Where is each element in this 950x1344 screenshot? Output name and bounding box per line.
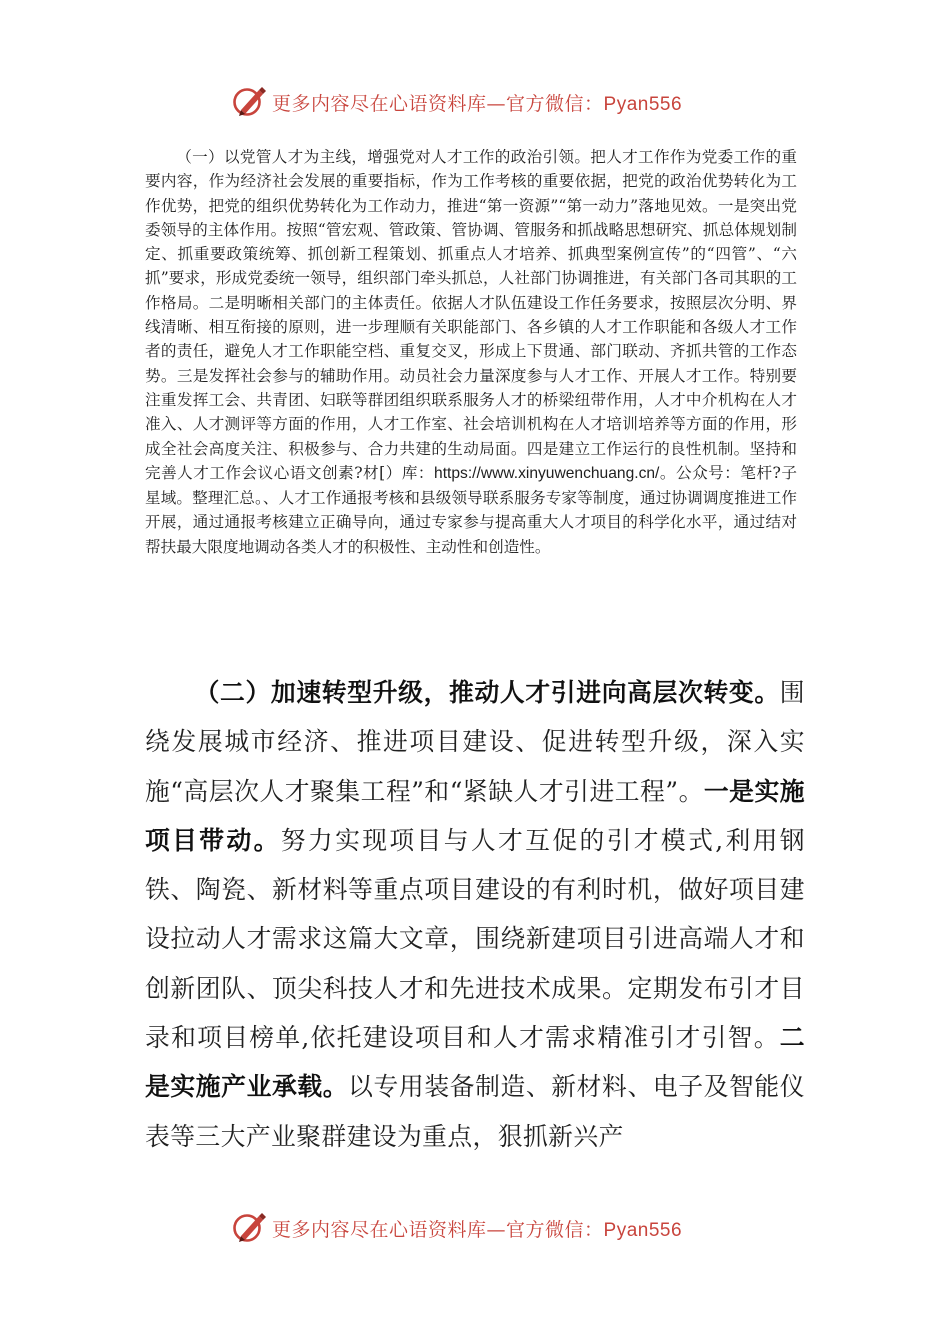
section-2-paragraph (145, 668, 805, 1161)
section-1-paragraph: （一）以党管人才为主线，增强党对人才工作的政治引领。把人才工作作为党委工作的重要内容，作为经济社会发展的重要指标，作为工作考核的重要依据，把党的政治优势转化为工作优势，把党的组织优势转化为工作动力，推进“第一资源”“第一动力”落地见效。一是突出党委领导的主体作用。按照“管宏观、管政策、管协调、管服务和抓战略思想研究、抓总体规划制定、抓重要政策统筹、抓创新工程策划、抓重点人才培养、抓典型案例宣传”的“四管”、“六抓”要求，形成党委统一领导，组织部门牵头抓总，人社部门协调推进，有关部门各司其职的工作格局。二是明晰相关部门的主体责任。依据人才队伍建设工作任务要求，按照层次分明、界线清晰、相互衔接的原则，进一步理顺有关职能部门、各乡镇的人才工作职能和各级人才工作者的责任，避免人才工作职能空档、重复交叉，形成上下贯通、部门联动、齐抓共管的工作态势。三是发挥社会参与的辅助作用。动员社会力量深度参与人才工作、开展人才工作。特别要注重发挥工会、共青团、妇联等群团组织联系服务人才的桥梁纽带作用，人才中介机构在人才准入、人才测评等方面的作用，人才工作室、社会培训机构在人才培训培养等方面的作用，形成全社会高度关注、积极参与、合力共建的生动局面。四是建立工作运行的良性机制。坚持和完善人才工作会议心语文创素?材[）库：https://www.xinyuwenchuang.cn/。公众号：笔杆?子星域。整理汇总。、人才工作通报考核和县级领导联系服务专家等制度，通过协调调度推进工作开展，通过通报考核建立正确导向，通过专家参与提高重大人才项目的科学化水平，通过结对帮扶最大限度地调动各类人才的积极性、主动性和创造性。 (145, 148, 797, 556)
source-url: https://www.xinyuwenchuang.cn/ (434, 464, 660, 482)
point-1-title: 一是实施项目带动。 (145, 776, 805, 855)
section-2-heading: （二）加速转型升级，推动人才引进向高层次转变。 (194, 678, 780, 707)
point-2-title: 二是实施产业承载。 (145, 1023, 805, 1102)
point-2-text: 以专用装备制造、新材料、电子及智能仪表等三大产业聚群建设为重点，狠抓新兴产 (145, 1072, 806, 1151)
wechat-id: Pyan556 (603, 93, 683, 115)
pen-logo-icon (232, 84, 268, 120)
section-2-intro: 围绕发展城市经济、推进项目建设、促进转型升级，深入实施“高层次人才聚集工程”和“紧缺人才引进工程”。 (145, 678, 805, 806)
pen-logo-icon (232, 1210, 268, 1246)
footer-watermark-banner (232, 1208, 752, 1248)
wechat-id: Pyan556 (603, 1219, 683, 1241)
banner-text: 更多内容尽在心语资料库—官方微信：Pyan556 (272, 1218, 683, 1241)
header-watermark-banner (232, 82, 752, 122)
point-1-text: 努力实现项目与人才互促的引才模式,利用钢铁、陶瓷、新材料等重点项目建设的有利时机，做好项目建设拉动人才需求这篇大文章，围绕新建项目引进高端人才和创新团队、顶尖科技人才和先进技术成果。定期发布引才目录和项目榜单,依托建设项目和人才需求精准引才引智。 (145, 825, 805, 1053)
banner-text: 更多内容尽在心语资料库—官方微信：Pyan556 (272, 92, 683, 115)
